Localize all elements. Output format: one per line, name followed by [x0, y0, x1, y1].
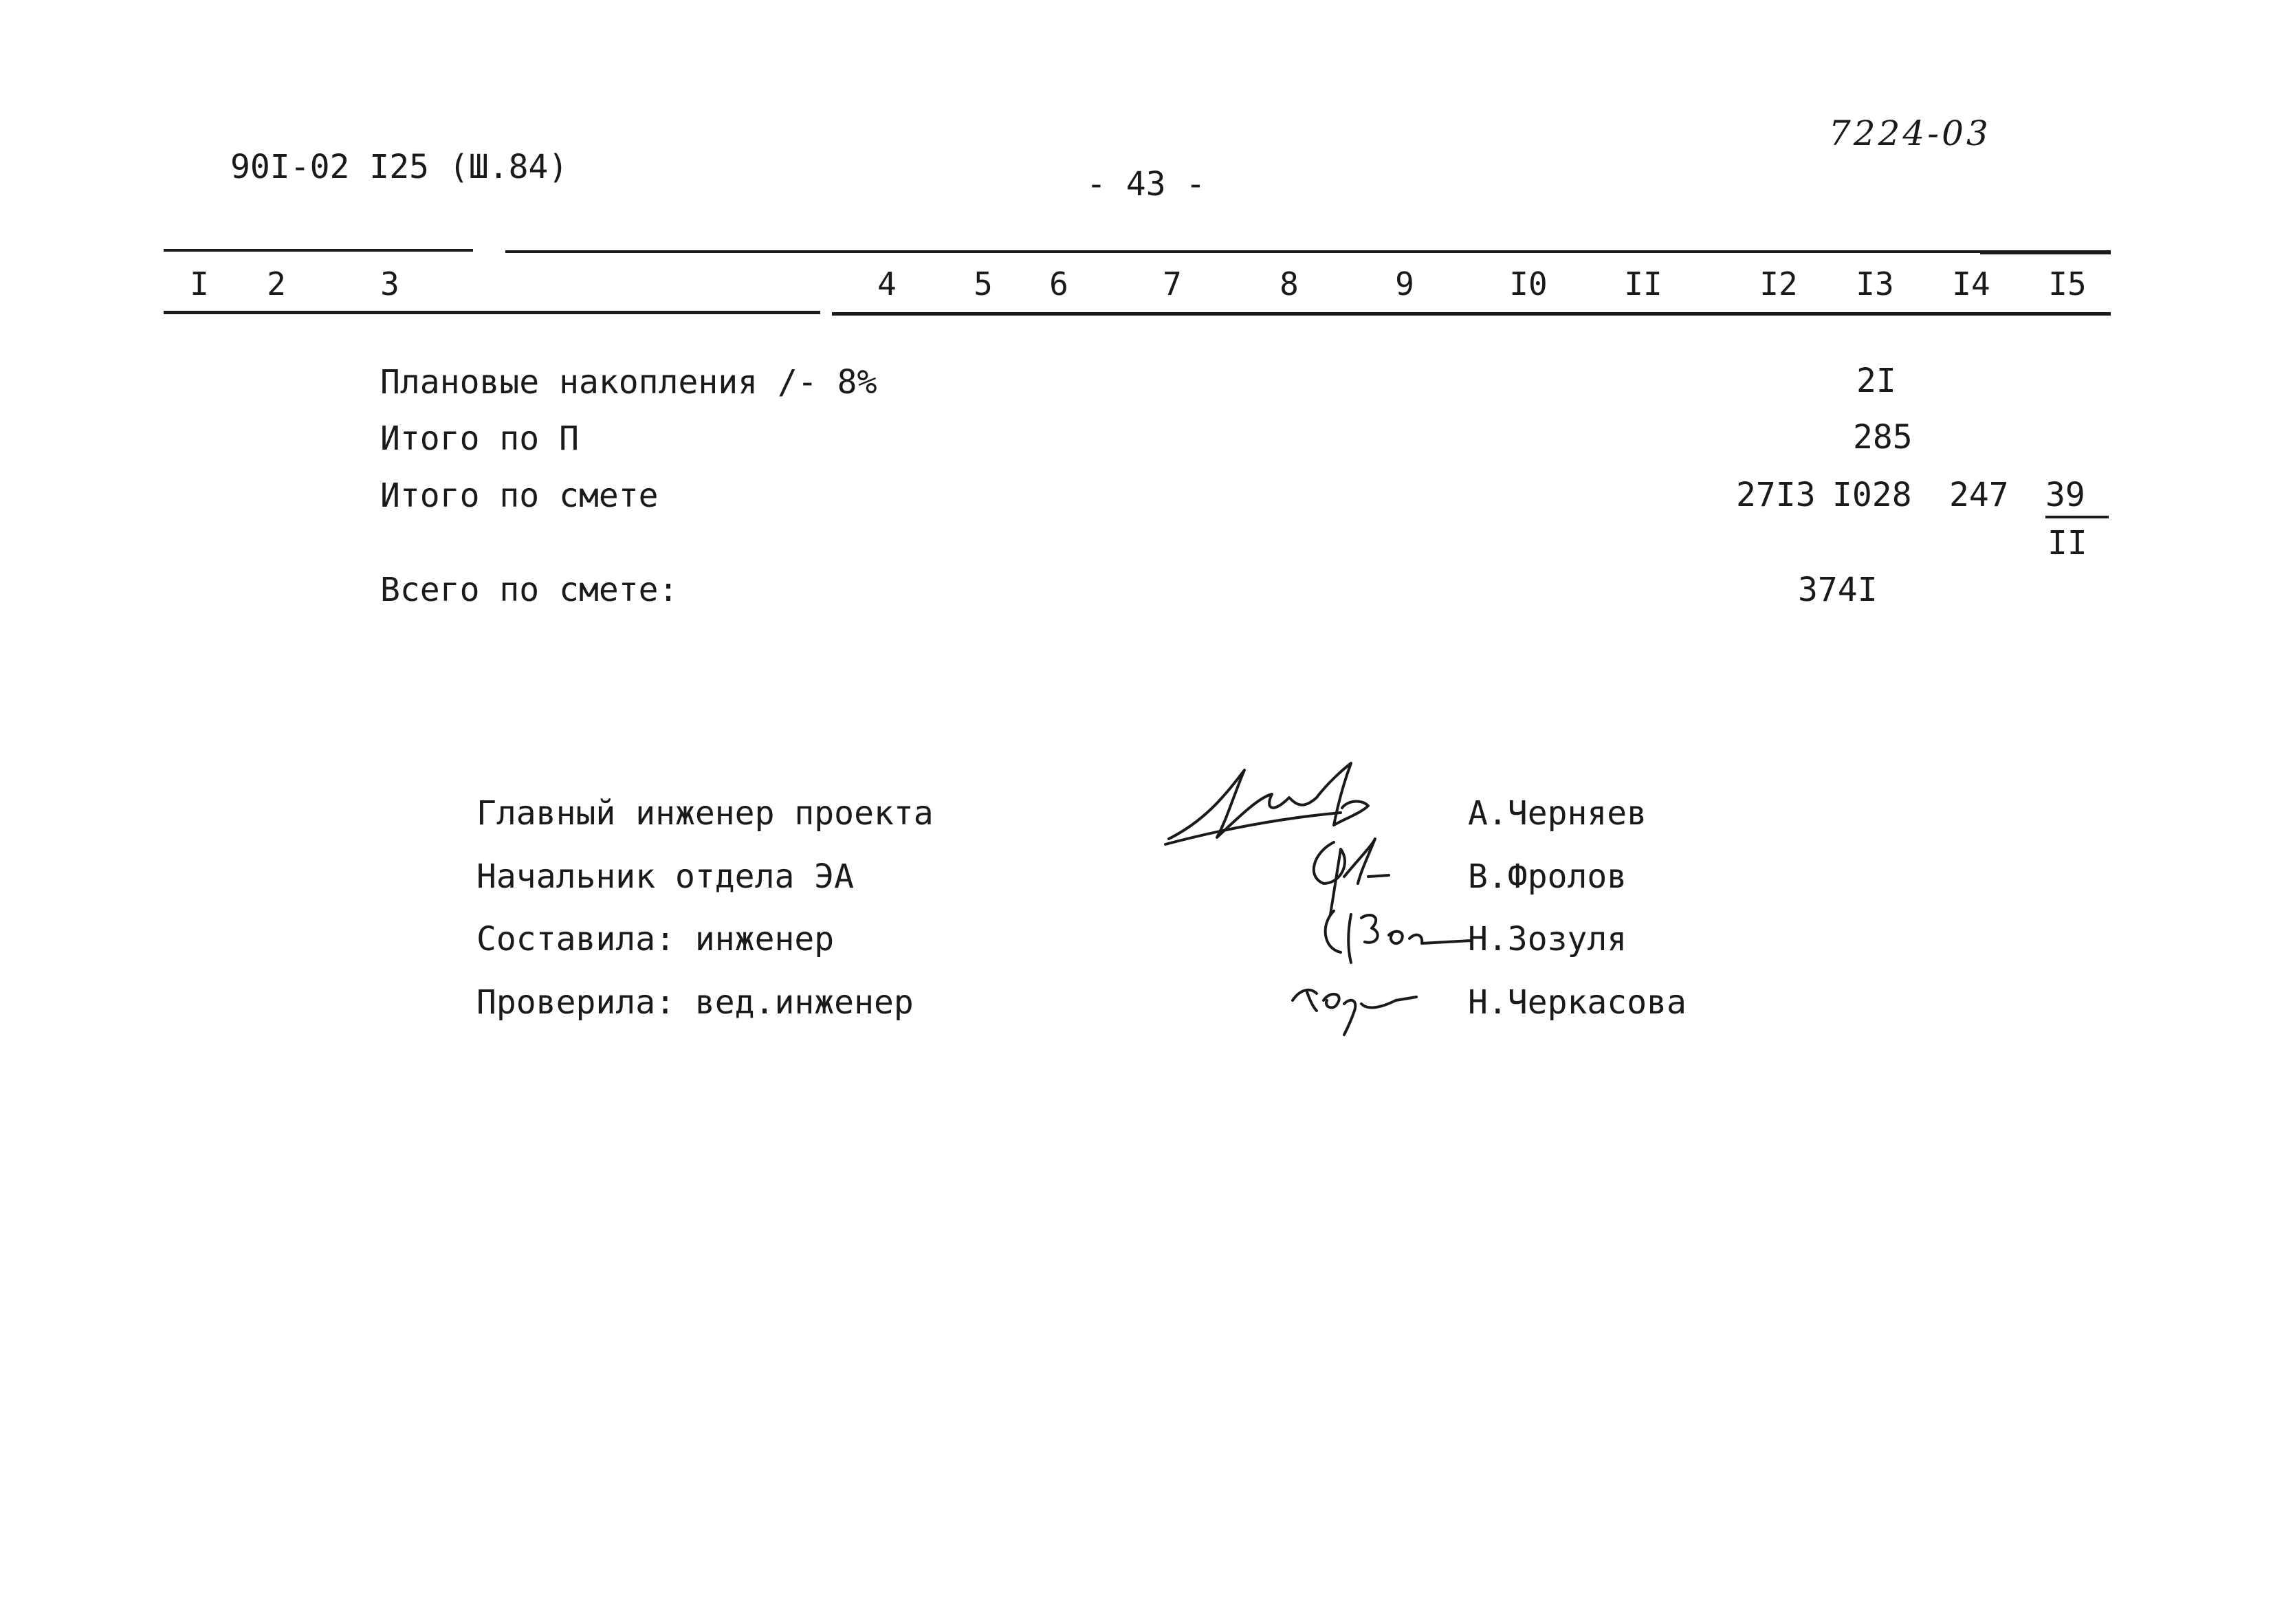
row-label-total-part-two: Итого по П: [380, 419, 579, 458]
column-number: I4: [1952, 265, 1990, 303]
total-estimate-col12: 27I3: [1736, 476, 1816, 514]
column-number: I: [190, 265, 209, 303]
signatory-name: Н.Зозуля: [1468, 920, 1627, 958]
row-label-grand-total: Всего по смете:: [380, 571, 679, 609]
table-bottom-rule-left: [164, 311, 820, 314]
signatory-role: Главный инженер проекта: [476, 794, 934, 833]
signatory-name: Н.Черкасова: [1468, 983, 1687, 1022]
column-number: I3: [1856, 265, 1894, 303]
column-number: 8: [1280, 265, 1299, 303]
fraction-numerator: 39: [2045, 476, 2109, 518]
column-number: I2: [1759, 265, 1798, 303]
inventory-number: 7224-03: [1829, 113, 1991, 153]
signatory-role: Составила: инженер: [476, 920, 835, 958]
signature-cherkasova: [1286, 973, 1423, 1042]
total-estimate-col14: 247: [1949, 476, 2009, 514]
table-top-rule-left: [164, 249, 473, 252]
column-number: I5: [2048, 265, 2087, 303]
column-number: 2: [267, 265, 286, 303]
column-number: 5: [974, 265, 993, 303]
column-number: 9: [1395, 265, 1414, 303]
table-bottom-rule-right: [832, 312, 2111, 316]
planned-savings-value: 2I: [1856, 362, 1896, 400]
total-part-two-value: 285: [1853, 418, 1913, 457]
column-number: 7: [1163, 265, 1182, 303]
row-label-planned-savings: Плановые накопления /- 8%: [380, 363, 877, 402]
signatory-role: Начальник отдела ЭА: [476, 857, 855, 896]
signatory-name: А.Черняев: [1468, 794, 1647, 833]
total-estimate-col13: I028: [1832, 476, 1912, 514]
column-number: 6: [1049, 265, 1068, 303]
grand-total-value: 374I: [1798, 571, 1878, 609]
row-label-total-estimate: Итого по смете: [380, 476, 659, 515]
column-number: I0: [1509, 265, 1548, 303]
total-estimate-col15-top: [2045, 476, 2109, 514]
table-top-rule-end: [1980, 252, 2111, 254]
page-number: - 43 -: [1086, 165, 1206, 204]
signature-zozulya: [1313, 901, 1478, 969]
signatory-role: Проверила: вед.инженер: [476, 983, 914, 1022]
column-number: 3: [380, 265, 399, 303]
signatory-name: В.Фролов: [1468, 857, 1627, 896]
document-code: 90I-02 I25 (Ш.84): [230, 148, 569, 186]
table-top-rule-right: [505, 250, 2111, 253]
total-estimate-col15-bottom: II: [2047, 524, 2087, 562]
column-number: 4: [877, 265, 897, 303]
column-number: II: [1624, 265, 1662, 303]
